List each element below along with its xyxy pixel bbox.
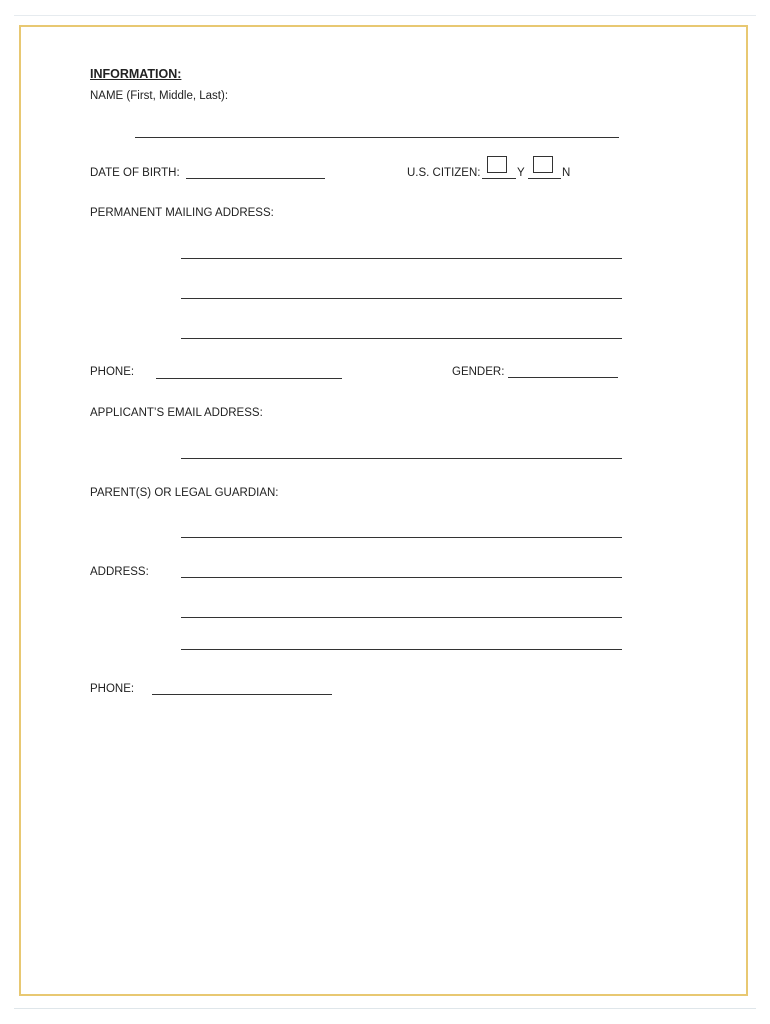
mailing-address-label: PERMANENT MAILING ADDRESS: <box>90 207 274 219</box>
gender-label: GENDER: <box>452 366 505 378</box>
guardian-phone-label: PHONE: <box>90 683 135 695</box>
email-label: APPLICANT’S EMAIL ADDRESS: <box>90 407 263 419</box>
email-field[interactable] <box>181 458 622 459</box>
gender-field[interactable] <box>508 377 618 378</box>
top-rule <box>14 15 756 16</box>
citizen-no-label: N <box>562 167 571 179</box>
citizen-yes-checkbox[interactable] <box>487 156 507 173</box>
citizen-yes-label: Y <box>517 167 525 179</box>
guardian-name-field[interactable] <box>181 537 622 538</box>
name-label: NAME (First, Middle, Last): <box>90 90 229 102</box>
citizen-no-underline <box>528 178 561 179</box>
name-field[interactable] <box>135 137 619 138</box>
phone-label: PHONE: <box>90 366 135 378</box>
mailing-address-field-3[interactable] <box>181 338 622 339</box>
guardian-phone-field[interactable] <box>152 694 332 695</box>
citizen-yes-underline <box>482 178 516 179</box>
mailing-address-field-1[interactable] <box>181 258 622 259</box>
phone-field[interactable] <box>156 378 342 379</box>
dob-label: DATE OF BIRTH: <box>90 167 180 179</box>
section-heading: INFORMATION: <box>90 67 182 81</box>
dob-field[interactable] <box>186 178 325 179</box>
citizen-label: U.S. CITIZEN: <box>407 167 481 179</box>
guardian-label: PARENT(S) OR LEGAL GUARDIAN: <box>90 487 279 499</box>
guardian-address-field-3[interactable] <box>181 649 622 650</box>
citizen-no-checkbox[interactable] <box>533 156 553 173</box>
mailing-address-field-2[interactable] <box>181 298 622 299</box>
bottom-rule <box>14 1008 756 1009</box>
guardian-address-field-2[interactable] <box>181 617 622 618</box>
guardian-address-field-1[interactable] <box>181 577 622 578</box>
address-label: ADDRESS: <box>90 566 149 578</box>
